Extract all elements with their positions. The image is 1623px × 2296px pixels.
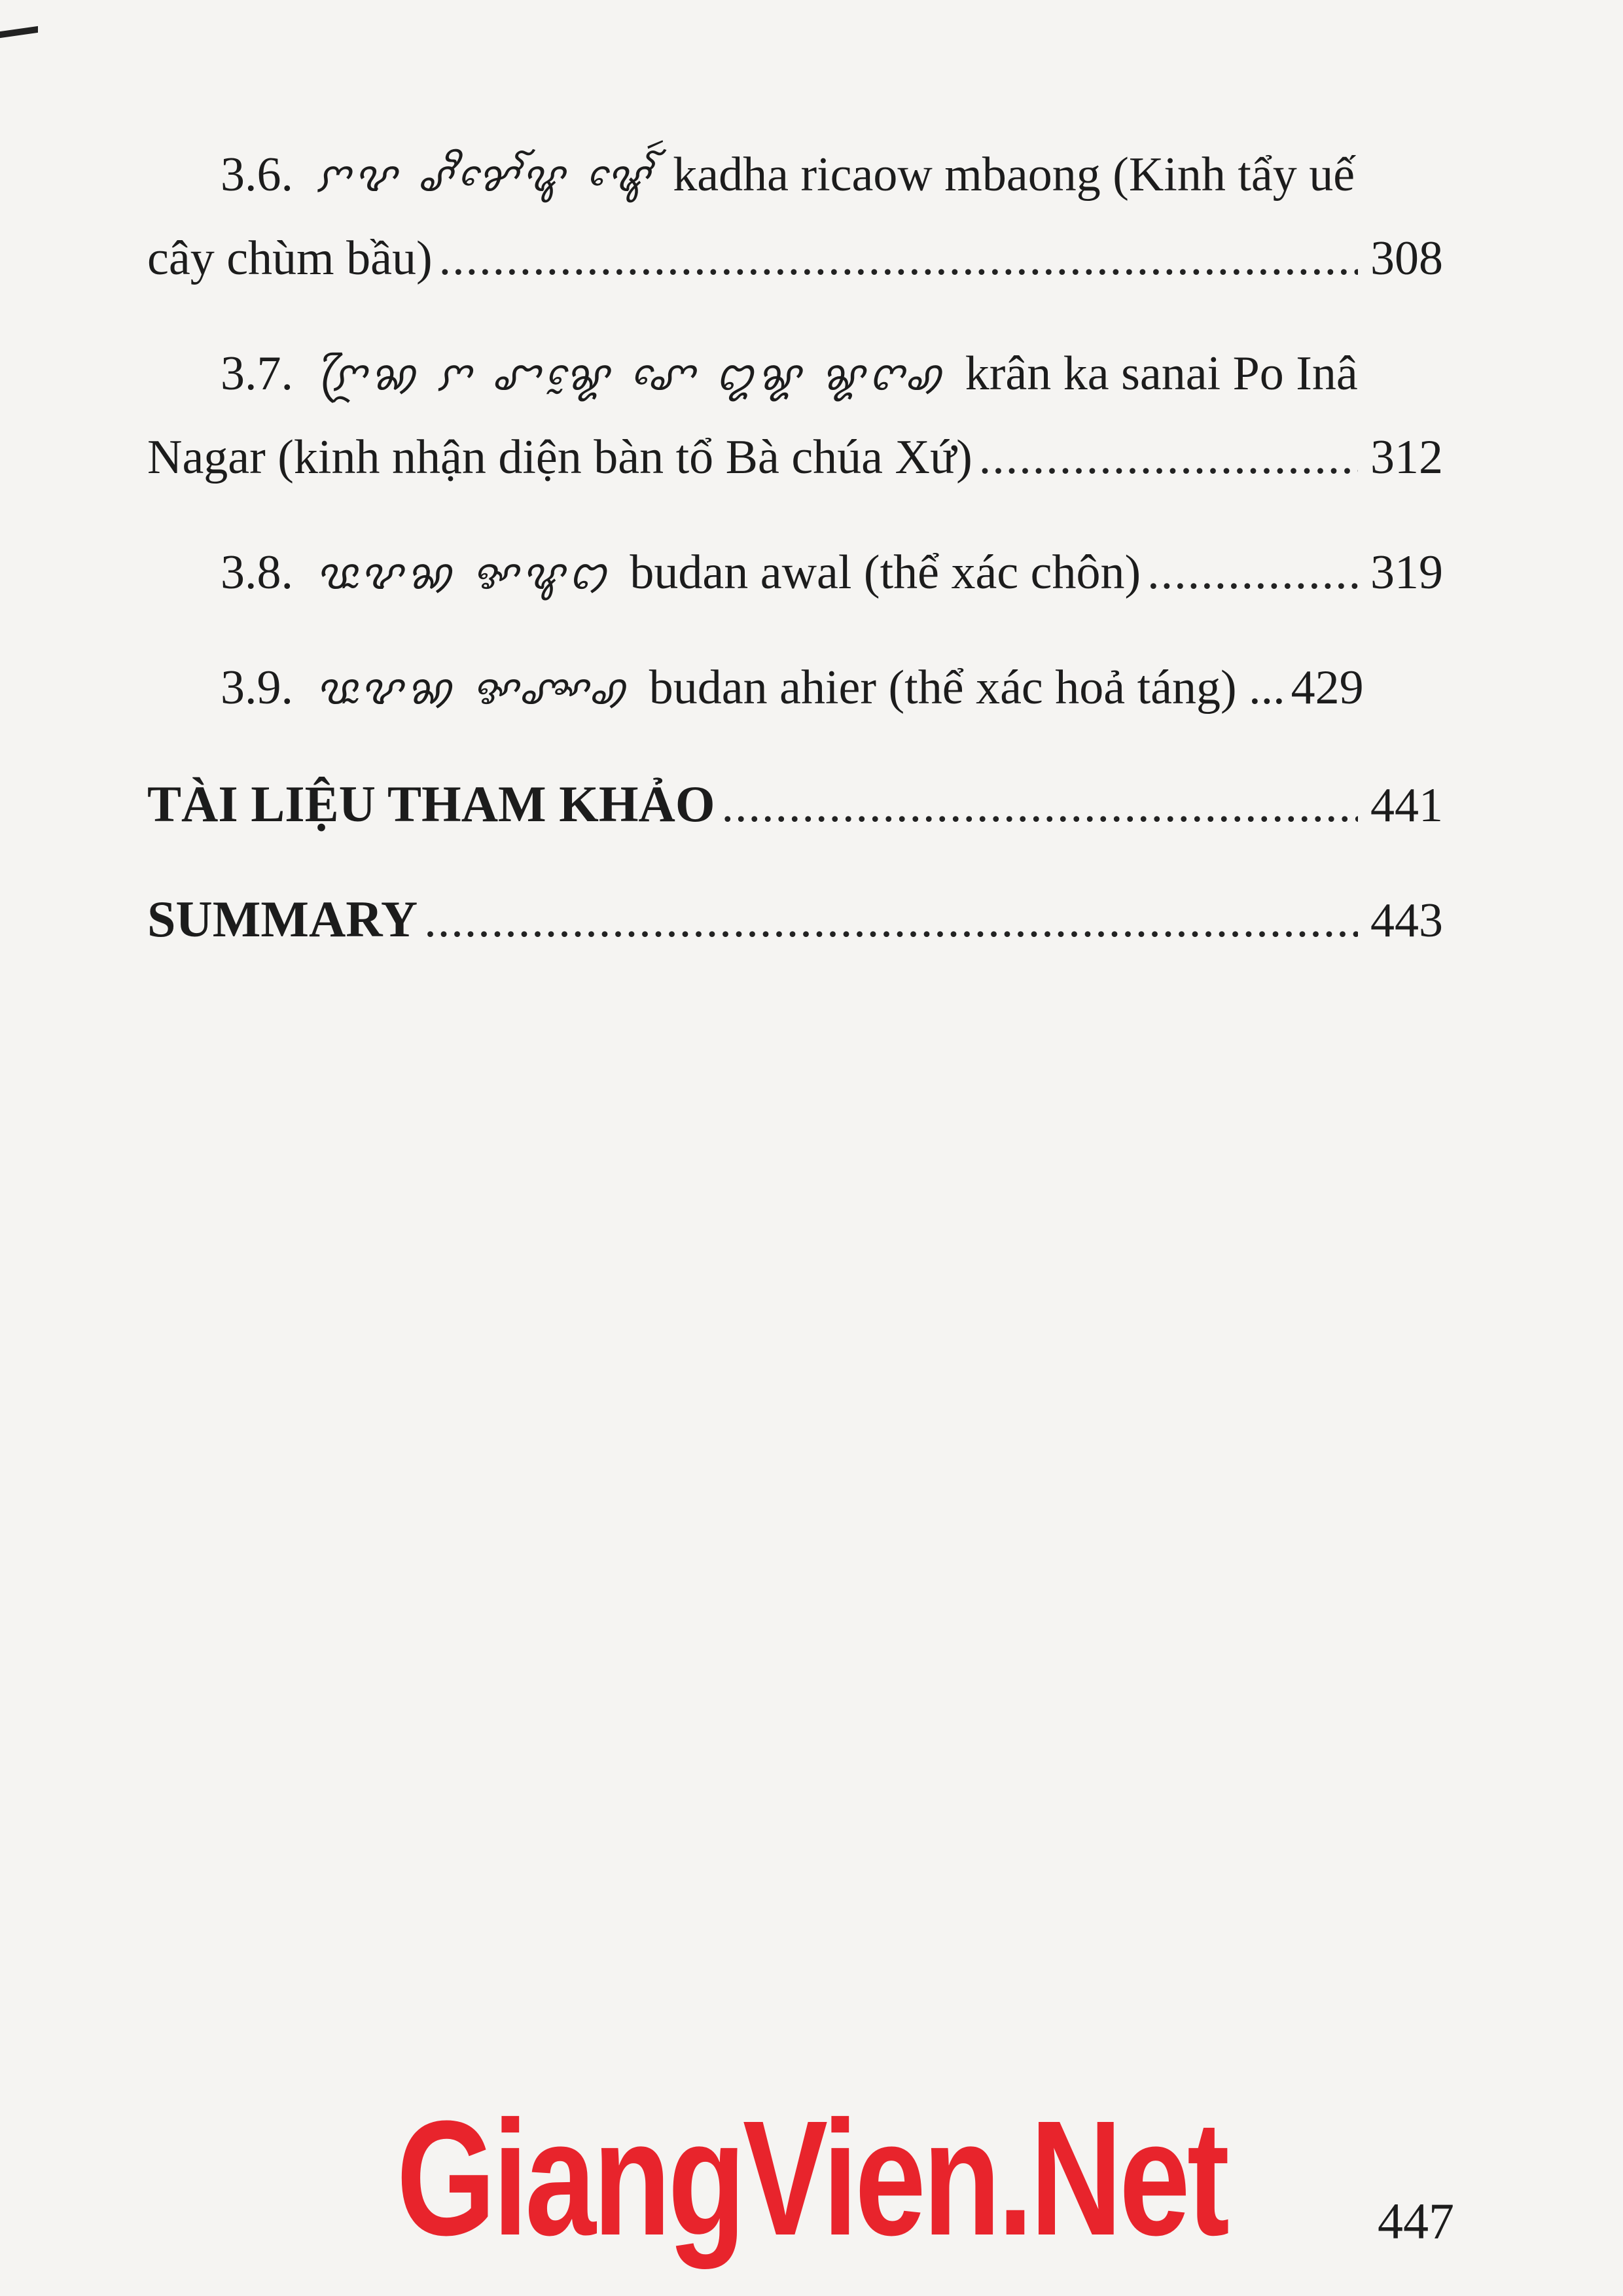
cham-script: ꨝꨭꨖꩆ ꨀꨥꩊ bbox=[315, 550, 611, 598]
dot-leader bbox=[424, 896, 1358, 945]
entry-title: krân ka sanai Po Inâ bbox=[965, 347, 1358, 400]
toc-entry-3-7 bbox=[147, 349, 1443, 517]
entry-page: 308 bbox=[1370, 232, 1443, 285]
references-page: 441 bbox=[1370, 779, 1443, 832]
toc-references bbox=[147, 775, 1443, 862]
entry-number: 3.8. bbox=[221, 546, 293, 599]
references-heading: TÀI LIỆU THAM KHẢO bbox=[147, 775, 715, 832]
dot-leader bbox=[1147, 548, 1358, 597]
cham-script: ꨆꨖ ꨣꨪꨌꨯꨱꨥ ꨡꨯꨱꩃ bbox=[315, 152, 654, 200]
summary-page: 443 bbox=[1370, 894, 1443, 947]
cham-script: ꨝꨭꨖꩆ ꨀꨨꨳꩉ bbox=[315, 665, 630, 713]
toc-entry-3-9 bbox=[147, 663, 1443, 747]
toc-summary bbox=[147, 891, 1443, 978]
dot-leader bbox=[979, 433, 1358, 482]
summary-heading: SUMMARY bbox=[147, 891, 418, 947]
corner-mark bbox=[0, 26, 38, 38]
watermark: GiangVien.Net bbox=[396, 2087, 1227, 2269]
entry-page: 319 bbox=[1370, 546, 1443, 599]
entry-title-continued: cây chùm bầu) bbox=[147, 232, 433, 285]
entry-title: budan ahier (thể xác hoả táng) ... bbox=[649, 661, 1285, 715]
page-number: 447 bbox=[1378, 2193, 1454, 2250]
entry-page: 429 bbox=[1291, 661, 1364, 715]
table-of-contents bbox=[147, 150, 1443, 1009]
entry-page: 312 bbox=[1370, 431, 1443, 484]
dot-leader bbox=[722, 781, 1358, 830]
entry-number: 3.9. bbox=[221, 661, 293, 715]
entry-number: 3.7. bbox=[221, 347, 293, 400]
toc-entry-3-8 bbox=[147, 548, 1443, 632]
entry-title: budan awal (thể xác chôn) bbox=[630, 546, 1141, 599]
dot-leader bbox=[439, 234, 1358, 283]
entry-number: 3.6. bbox=[221, 148, 293, 202]
toc-entry-3-6 bbox=[147, 150, 1443, 318]
entry-title-continued: Nagar (kinh nhận diện bàn tổ Bà chúa Xứ) bbox=[147, 431, 972, 484]
cham-script: ꨆꨴꩆ ꨆ ꨧꨘꨰ ꨚꨯ ꨁꨘ ꨘꨈꩉ bbox=[315, 351, 946, 399]
entry-title: kadha ricaow mbaong (Kinh tẩy uế bbox=[673, 148, 1355, 202]
